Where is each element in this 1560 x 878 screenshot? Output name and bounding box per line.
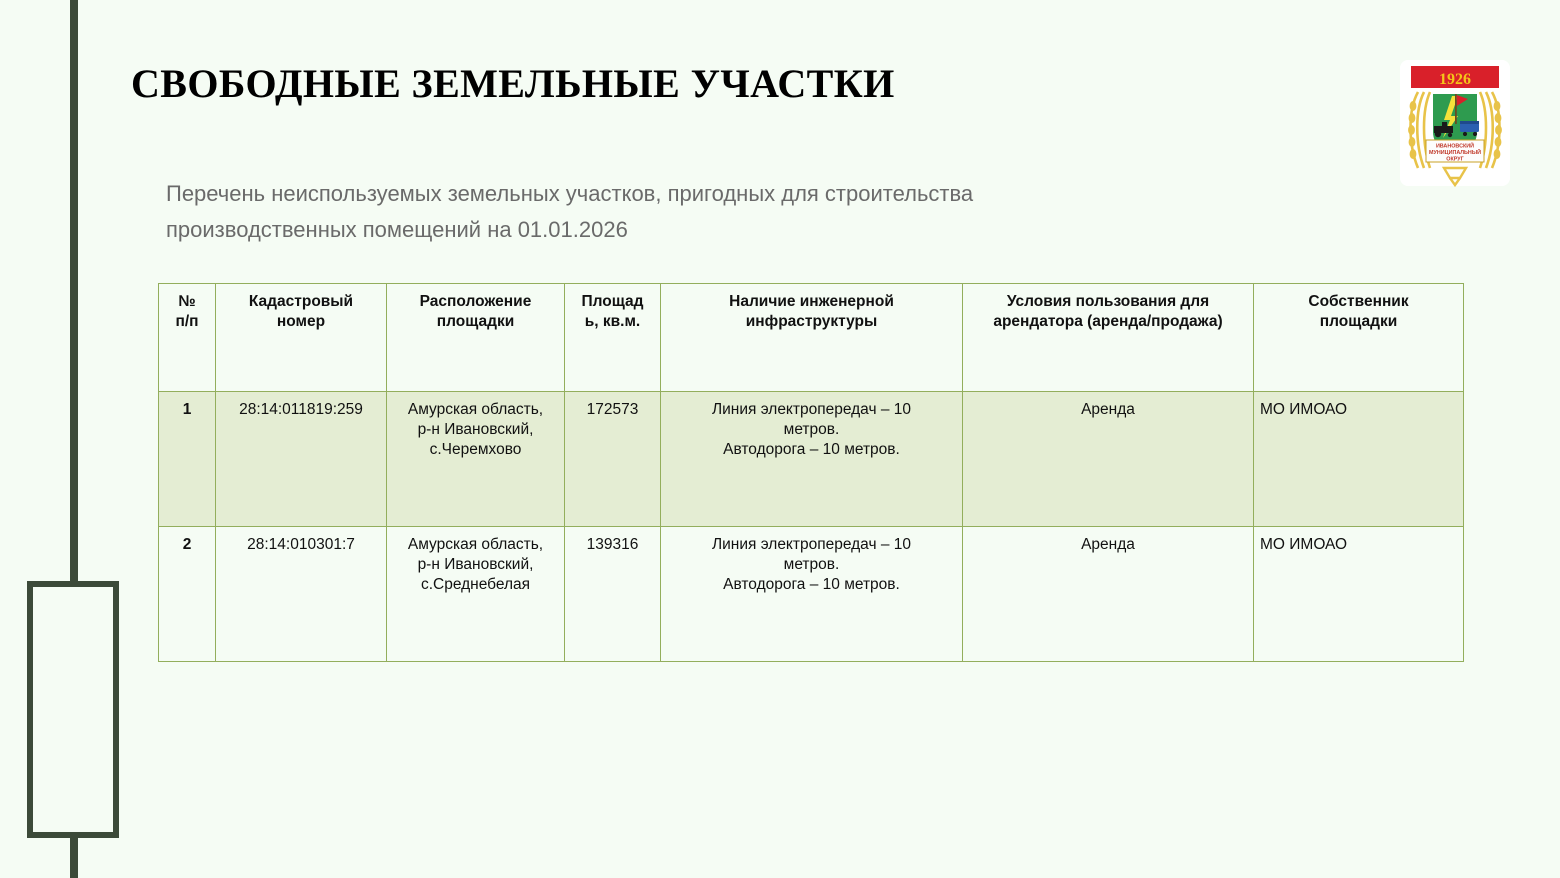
table-header-row xyxy=(159,284,1464,392)
cell-number: 2 xyxy=(159,527,216,662)
cell-terms: Аренда xyxy=(963,392,1254,527)
table-body xyxy=(159,392,1464,662)
cell-infrastructure xyxy=(661,392,963,527)
column-header-infrastructure xyxy=(661,284,963,392)
cell-location-line2: р-н Ивановский, xyxy=(417,421,534,438)
cell-cadastral: 28:14:011819:259 xyxy=(216,392,387,527)
cell-location-line3: с.Среднебелая xyxy=(420,576,531,593)
column-header-number-line2: п/п xyxy=(175,313,199,330)
cell-infrastructure-line3: Автодорога – 10 метров. xyxy=(723,576,900,593)
column-header-area-line1: Площад xyxy=(581,293,644,310)
column-header-terms-line1: Условия пользования для xyxy=(1006,293,1210,310)
cell-location xyxy=(387,392,565,527)
decorative-rectangle-outline xyxy=(27,581,119,838)
column-header-infrastructure-line1: Наличие инженерной xyxy=(729,293,894,310)
cell-owner: МО ИМОАО xyxy=(1254,527,1464,662)
column-header-cadastral-line1: Кадастровый xyxy=(248,293,354,310)
cell-number: 1 xyxy=(159,392,216,527)
column-header-location xyxy=(387,284,565,392)
cell-infrastructure-line2: метров. xyxy=(783,421,840,438)
column-header-owner-line1: Собственник xyxy=(1308,293,1409,310)
column-header-owner-line2: площадки xyxy=(1319,313,1398,330)
column-header-terms-line2: арендатора (аренда/продажа) xyxy=(993,313,1223,330)
column-header-owner xyxy=(1254,284,1464,392)
cell-location-line2: р-н Ивановский, xyxy=(417,556,534,573)
table-row xyxy=(159,392,1464,527)
page-title: СВОБОДНЫЕ ЗЕМЕЛЬНЫЕ УЧАСТКИ xyxy=(131,61,895,106)
free-land-plots-table xyxy=(158,283,1464,662)
emblem-ribbon-line-3: ОКРУГ xyxy=(1446,156,1464,163)
svg-text:1926: 1926 xyxy=(1439,71,1471,88)
cell-location-line3: с.Черемхово xyxy=(429,441,522,458)
column-header-location-line1: Расположение xyxy=(419,293,532,310)
column-header-location-line2: площадки xyxy=(436,313,515,330)
column-header-cadastral-number xyxy=(216,284,387,392)
cell-area: 172573 xyxy=(565,392,661,527)
column-header-terms xyxy=(963,284,1254,392)
cell-location xyxy=(387,527,565,662)
cell-infrastructure-line2: метров. xyxy=(783,556,840,573)
column-header-area xyxy=(565,284,661,392)
page-subtitle: Перечень неиспользуемых земельных участков, пригодных для строительства производственных помещений на 01.01.2026 xyxy=(166,181,974,242)
cell-location-line1: Амурская область, xyxy=(407,401,544,418)
column-header-number xyxy=(159,284,216,392)
column-header-cadastral-line2: номер xyxy=(276,313,326,330)
column-header-number-line1: № xyxy=(178,293,196,310)
emblem-ribbon-line-1: ИВАНОВСКИЙ xyxy=(1435,143,1475,150)
column-header-area-line2: ь, кв.м. xyxy=(584,313,641,330)
coat-of-arms-emblem xyxy=(1398,58,1512,188)
cell-area: 139316 xyxy=(565,527,661,662)
table-row xyxy=(159,527,1464,662)
cell-infrastructure-line1: Линия электропередач – 10 xyxy=(711,536,912,553)
column-header-infrastructure-line2: инфраструктуры xyxy=(745,313,878,330)
cell-location-line1: Амурская область, xyxy=(407,536,544,553)
cell-infrastructure-line1: Линия электропередач – 10 xyxy=(711,401,912,418)
cell-owner: МО ИМОАО xyxy=(1254,392,1464,527)
table-header xyxy=(159,284,1464,392)
cell-terms: Аренда xyxy=(963,527,1254,662)
cell-cadastral: 28:14:010301:7 xyxy=(216,527,387,662)
cell-infrastructure xyxy=(661,527,963,662)
emblem-ribbon-line-2: МУНИЦИПАЛЬНЫЙ xyxy=(1429,150,1481,156)
cell-infrastructure-line3: Автодорога – 10 метров. xyxy=(723,441,900,458)
